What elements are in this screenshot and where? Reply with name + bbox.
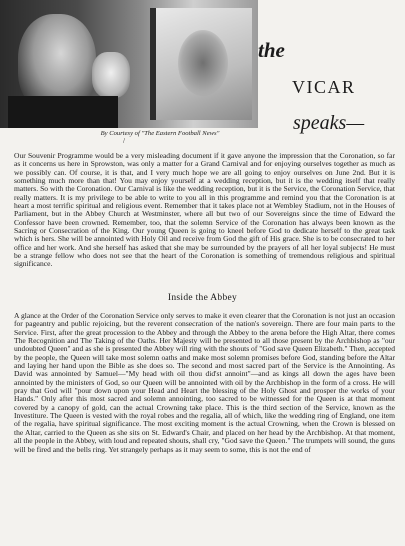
article-paragraph-2: A glance at the Order of the Coronation Service only serves to make it even clearer that the Coronation is not just an occasion for pageantry and public rejoicing, but the reverent consecration of the nation's sovereign. There are four main parts to the Service. First, after the great procession to the Abbey and through the Abbey to the arena before the High Altar, there comes The Recognition and The Taking of the Oaths. Her Majesty will be presented to all those present by the Archbishop as "our undoubted Queen" and as she is presented the Abbey will ring with the shouts of "God save Queen Elizabeth." Then, accepted by the people, the Queen will take most solemn oaths and make most solemn promises before God, standing before the Altar and laying her hand upon the Bible as she does so. The second and most sacred part of the Service is the Annointing. As David was annointed by Samuel—"My head with oil thou did'st annoint"—and as kings all down the ages have been annointed by the ministers of God, so our Queen will be annointed with oil by the Archbishop in the form of a cross. He will pray that God will "pour down upon your Head and Heart the blessing of the Holy Ghost and prosper the works of your Hands." Only after this most sacred and solemn annointing, too sacred to be witnessed for the Queen is at that moment covered by a canopy of gold, can the actual Crowning take place. This is the third section of the Service, known as the Investiture. The Queen is vested with the royal robes and the regalia, all of which, like the wedding ring of England, one item of the regalia, have spiritual significance. The most exciting moment is the actual Crowning, when the Crown is blessed on the Altar, carried to the Queen as she sits on St. Edward's Chair, and placed on her head by the Archbishop. At that moment, all the people in the Abbey, with loud and repeated shouts, shall cry, "God save the Queen." The trumpets will sound, the guns will be fired and the bells ring. Yet strangely perhaps as it may seem to some, this is not the end of xyxy=(14,311,395,454)
headline-the: the xyxy=(258,38,285,62)
section-heading: Inside the Abbey xyxy=(167,293,238,303)
photo-caption: By Courtesy of "The Eastern Football News" xyxy=(100,130,220,137)
headline-vicar: VICAR xyxy=(292,77,356,97)
vicar-photo xyxy=(0,0,258,128)
window-reflection xyxy=(178,30,228,96)
headline-speaks: speaks— xyxy=(293,112,365,134)
vicar-collar xyxy=(8,96,118,128)
caption-mark: / xyxy=(123,137,125,145)
vicar-hand xyxy=(92,52,130,98)
article-paragraph-1: Our Souvenir Programme would be a very misleading document if it gave anyone the impression that the Coronation, so far as it concerns us here in Sprowston, was only a matter for a Grand Carnival and for enjoying ourselves together as much as we possibly can. Of course, it is that, and I very much hope we are all going to enjoy ourselves on June 2nd. But it is something much more than that! You may enjoy yourself at a wedding reception, but it is the wedding itself that really matters. So with the Coronation. Our Carnival is like the wedding reception, but it is the Service, the Coronation Service, that really matters. It is my privilege to be able to write to you all in this programme and remind you that the Coronation is at heart a most terrific spiritual and religious event. Remember that it takes place not at Wembley Stadium, not in the Houses of Parliament, but in the Abbey Church at Westminster, where all but two of our Sovereigns since the time of Edward the Confessor have been crowned. Remember, too, that the solemn Service of the Coronation has always been known as the Sacring or Consecration of the King. Our young Queen is going to kneel before God to dedicate herself to the great task which is hers. She will be annointed with Holy Oil and receive from God the gift of His grace. She is to be consecrated to her office and her work. And she herself has asked that she may be surrounded by the prayers of all her loyal subjects! He must be a strange fellow who does not see that the heart of the Coronation is something of tremendous religious and spiritual significance. xyxy=(14,151,395,269)
